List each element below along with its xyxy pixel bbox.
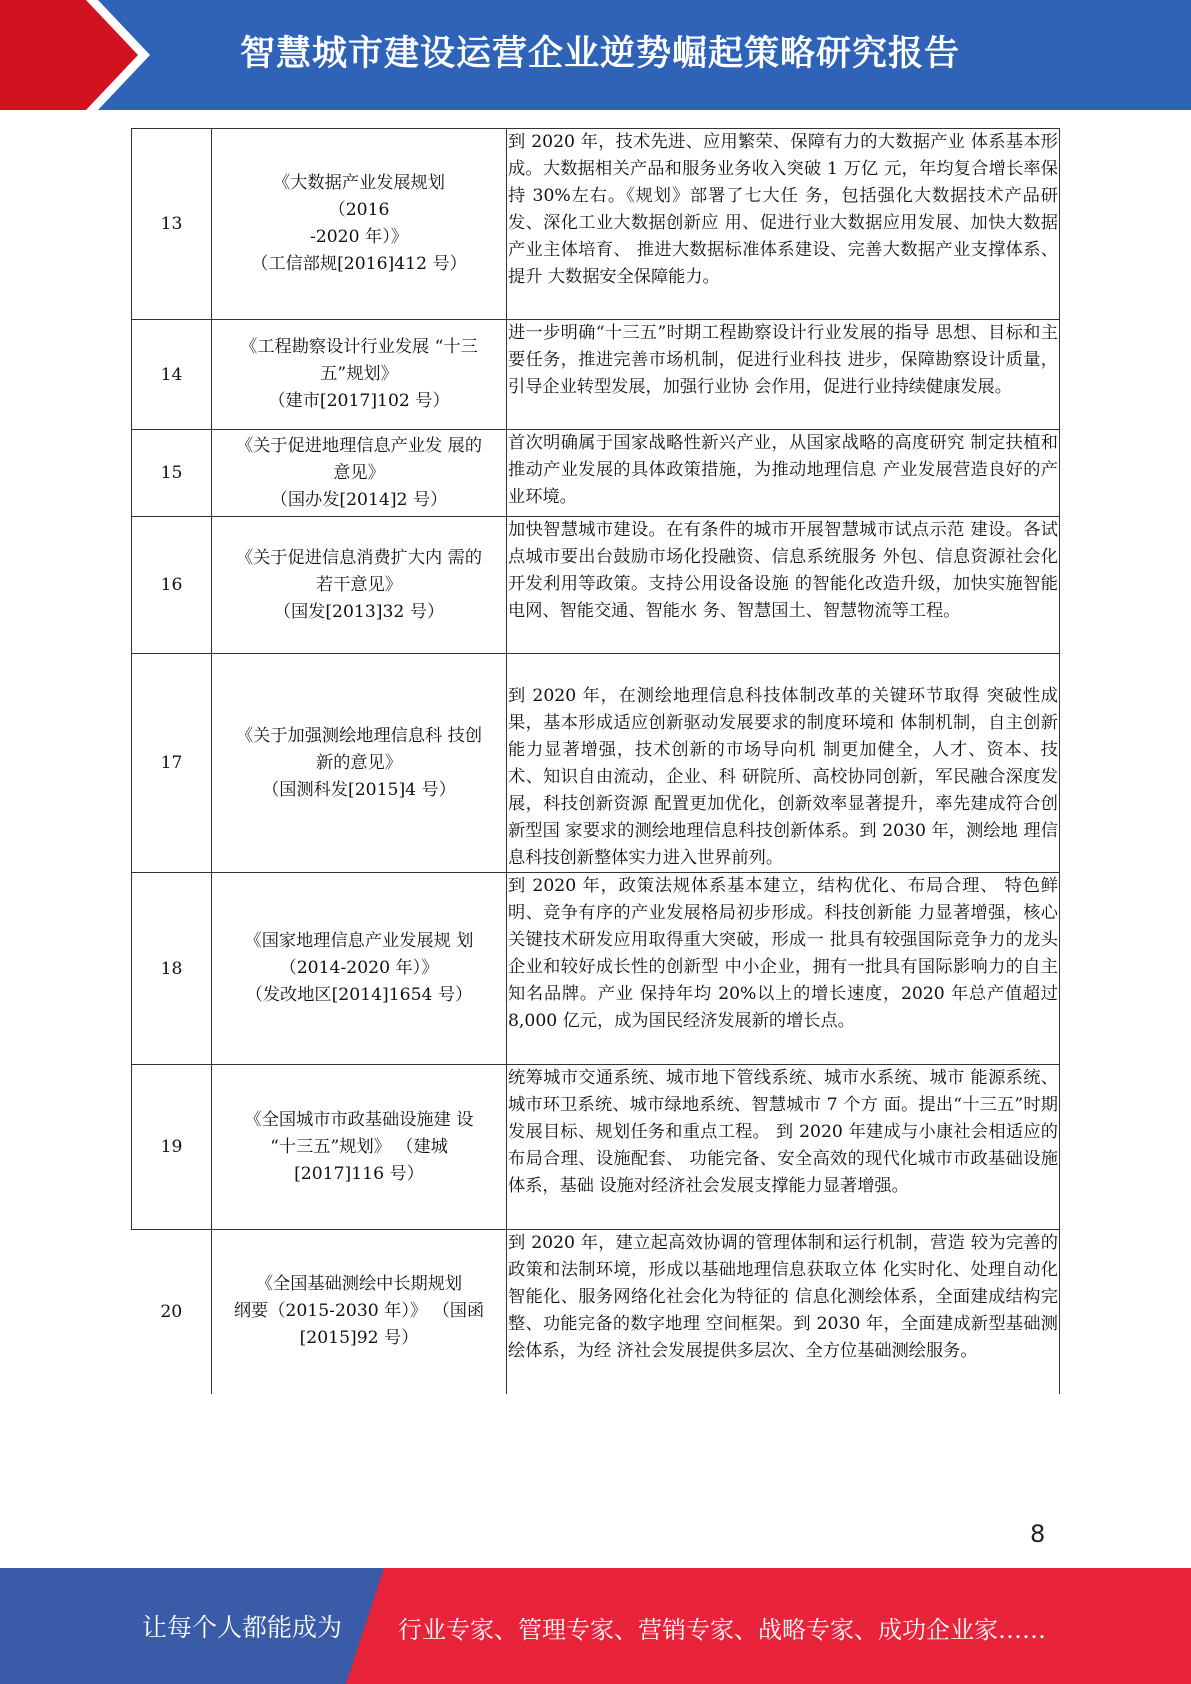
policy-name-line: （工信部规[2016]412 号） [251, 254, 467, 274]
policy-name [212, 1065, 507, 1230]
policy-name [212, 1230, 507, 1394]
footer-slogan-right: 行业专家、管理专家、营销专家、战略专家、成功企业家…… [398, 1616, 1046, 1644]
table-row [132, 1065, 1060, 1230]
policy-description: 到 2020 年，建立起高效协调的管理体制和运行机制，营造 较为完善的政策和法制环境，形成以基础地理信息获取立体 化实时化、处理自动化智能化、服务网络化社会化为特征的 信息化测绘体系，全面建成结构完整、功能完备的数字地理 空间框架。到 2030 年，全面建成新型基础测绘体系，为经 济社会发展提供多层次、全方位基础测绘服务。 [507, 1230, 1060, 1394]
table-row [132, 1230, 1060, 1394]
policy-name [212, 517, 507, 654]
policy-name-line: （2014-2020 年）》 [279, 958, 439, 978]
policy-name [212, 320, 507, 430]
policy-description: 进一步明确“十三五”时期工程勘察设计行业发展的指导 思想、目标和主要任务，推进完善市场机制，促进行业科技 进步，保障勘察设计质量，引导企业转型发展，加强行业协 会作用，促进行业持续健康发展。 [507, 320, 1060, 430]
row-number: 18 [132, 873, 212, 1065]
policy-name-line: 新的意见》 [316, 752, 402, 773]
policy-description: 到 2020 年，政策法规体系基本建立，结构优化、布局合理、 特色鲜明、竞争有序的产业发展格局初步形成。科技创新能 力显著增强，核心关键技术研发应用取得重大突破，形成一 批具有较强国际竞争力的龙头企业和较好成长性的创新型 中小企业，拥有一批具有国际影响力的自主知名品牌。产业 保持年均 20%以上的增长速度，2020 年总产值超过 8,000 亿元，成为国民经济发展新的增长点。 [507, 873, 1060, 1065]
policy-name-line: 《大数据产业发展规划 [273, 173, 445, 193]
policy-name [212, 654, 507, 873]
table-row [132, 517, 1060, 654]
policy-name-line: 《工程勘察设计行业发展 “十三 [240, 337, 478, 357]
policy-name-line: 《全国城市市政基础设施建 设 [244, 1109, 474, 1130]
table-row [132, 873, 1060, 1065]
policy-name-line: -2020 年）》 [310, 227, 408, 247]
policy-name-line: （建市[2017]102 号） [268, 391, 450, 411]
policy-name-line: （国测科发[2015]4 号） [262, 779, 456, 800]
policy-name-line: 《全国基础测绘中长期规划 [255, 1274, 463, 1295]
row-number: 13 [132, 129, 212, 320]
row-number: 16 [132, 517, 212, 654]
policy-description: 统筹城市交通系统、城市地下管线系统、城市水系统、城市 能源系统、城市环卫系统、城市绿地系统、智慧城市 7 个方 面。提出“十三五”时期发展目标、规划任务和重点工程。 到 2020 年建成与小康社会相适应的布局合理、设施配套、 功能完备、安全高效的现代化城市市政基础设施体系，基础 设施对经济社会发展支撑能力显著增强。 [507, 1065, 1060, 1230]
row-number: 15 [132, 430, 212, 517]
table-row [132, 430, 1060, 517]
row-number: 14 [132, 320, 212, 430]
policy-name-line: （国办发[2014]2 号） [270, 489, 448, 510]
policy-name [212, 129, 507, 320]
policy-description: 首次明确属于国家战略性新兴产业，从国家战略的高度研究 制定扶植和推动产业发展的具体政策措施，为推动地理信息 产业发展营造良好的产业环境。 [507, 430, 1060, 517]
header-arrow-icon [0, 0, 160, 110]
page-header [0, 0, 1191, 110]
policy-name-line: 《关于促进信息消费扩大内 需的 [235, 547, 483, 568]
policy-name [212, 430, 507, 517]
policy-name-line: 若干意见》 [316, 574, 402, 595]
table-row [132, 129, 1060, 320]
policy-name-line: （国发[2013]32 号） [273, 601, 445, 622]
policy-name-line: （发改地区[2014]1654 号） [245, 985, 473, 1005]
policy-description: 加快智慧城市建设。在有条件的城市开展智慧城市试点示范 建设。各试点城市要出台鼓励市场化投融资、信息系统服务 外包、信息资源社会化开发利用等政策。支持公用设备设施 的智能化改造升级，加快实施智能电网、智能交通、智能水 务、智慧国土、智慧物流等工程。 [507, 517, 1060, 654]
table-row [132, 654, 1060, 873]
policy-name-line: （2016 [328, 200, 390, 220]
policy-name-line: 《国家地理信息产业发展规 划 [244, 931, 474, 951]
row-number: 19 [132, 1065, 212, 1230]
row-number: 20 [132, 1230, 212, 1394]
policy-name-line: 纲要（2015-2030 年）》 （国函 [233, 1301, 485, 1322]
report-title: 智慧城市建设运营企业逆势崛起策略研究报告 [240, 34, 961, 74]
policy-name-line: 五”规划》 [320, 364, 398, 384]
policy-name-line: [2015]92 号） [299, 1328, 419, 1349]
policy-description: 到 2020 年，技术先进、应用繁荣、保障有力的大数据产业 体系基本形成。大数据相关产品和服务业务收入突破 1 万亿 元，年均复合增长率保持 30%左右。《规划》部署了七大任 务，包括强化大数据技术产品研发、深化工业大数据创新应 用、促进行业大数据应用发展、加快大数据产业主体培育、 推进大数据标准体系建设、完善大数据产业支撑体系、提升 大数据安全保障能力。 [507, 129, 1060, 320]
page-number: 8 [1030, 1520, 1046, 1548]
row-number: 17 [132, 654, 212, 873]
table-row [132, 320, 1060, 430]
policy-name-line: 《关于加强测绘地理信息科 技创 [235, 725, 483, 746]
policy-table [131, 128, 1060, 1394]
policy-description: 到 2020 年，在测绘地理信息科技体制改革的关键环节取得 突破性成果，基本形成适应创新驱动发展要求的制度环境和 体制机制，自主创新能力显著增强，技术创新的市场导向机 制更加健全，人才、资本、技术、知识自由流动，企业、科 研院所、高校协同创新，军民融合深度发展，科技创新资源 配置更加优化，创新效率显著提升，率先建成符合创新型国 家要求的测绘地理信息科技创新体系。到 2030 年，测绘地 理信息科技创新整体实力进入世界前列。 [507, 654, 1060, 873]
policy-name [212, 873, 507, 1065]
policy-name-line: “十三五”规划》 （建城 [270, 1136, 448, 1157]
footer-slogan-left: 让每个人都能成为 [142, 1613, 343, 1642]
policy-name-line: [2017]116 号） [294, 1163, 424, 1184]
policy-name-line: 意见》 [333, 462, 385, 483]
page-footer [0, 1568, 1191, 1684]
policy-name-line: 《关于促进地理信息产业发 展的 [235, 435, 483, 456]
